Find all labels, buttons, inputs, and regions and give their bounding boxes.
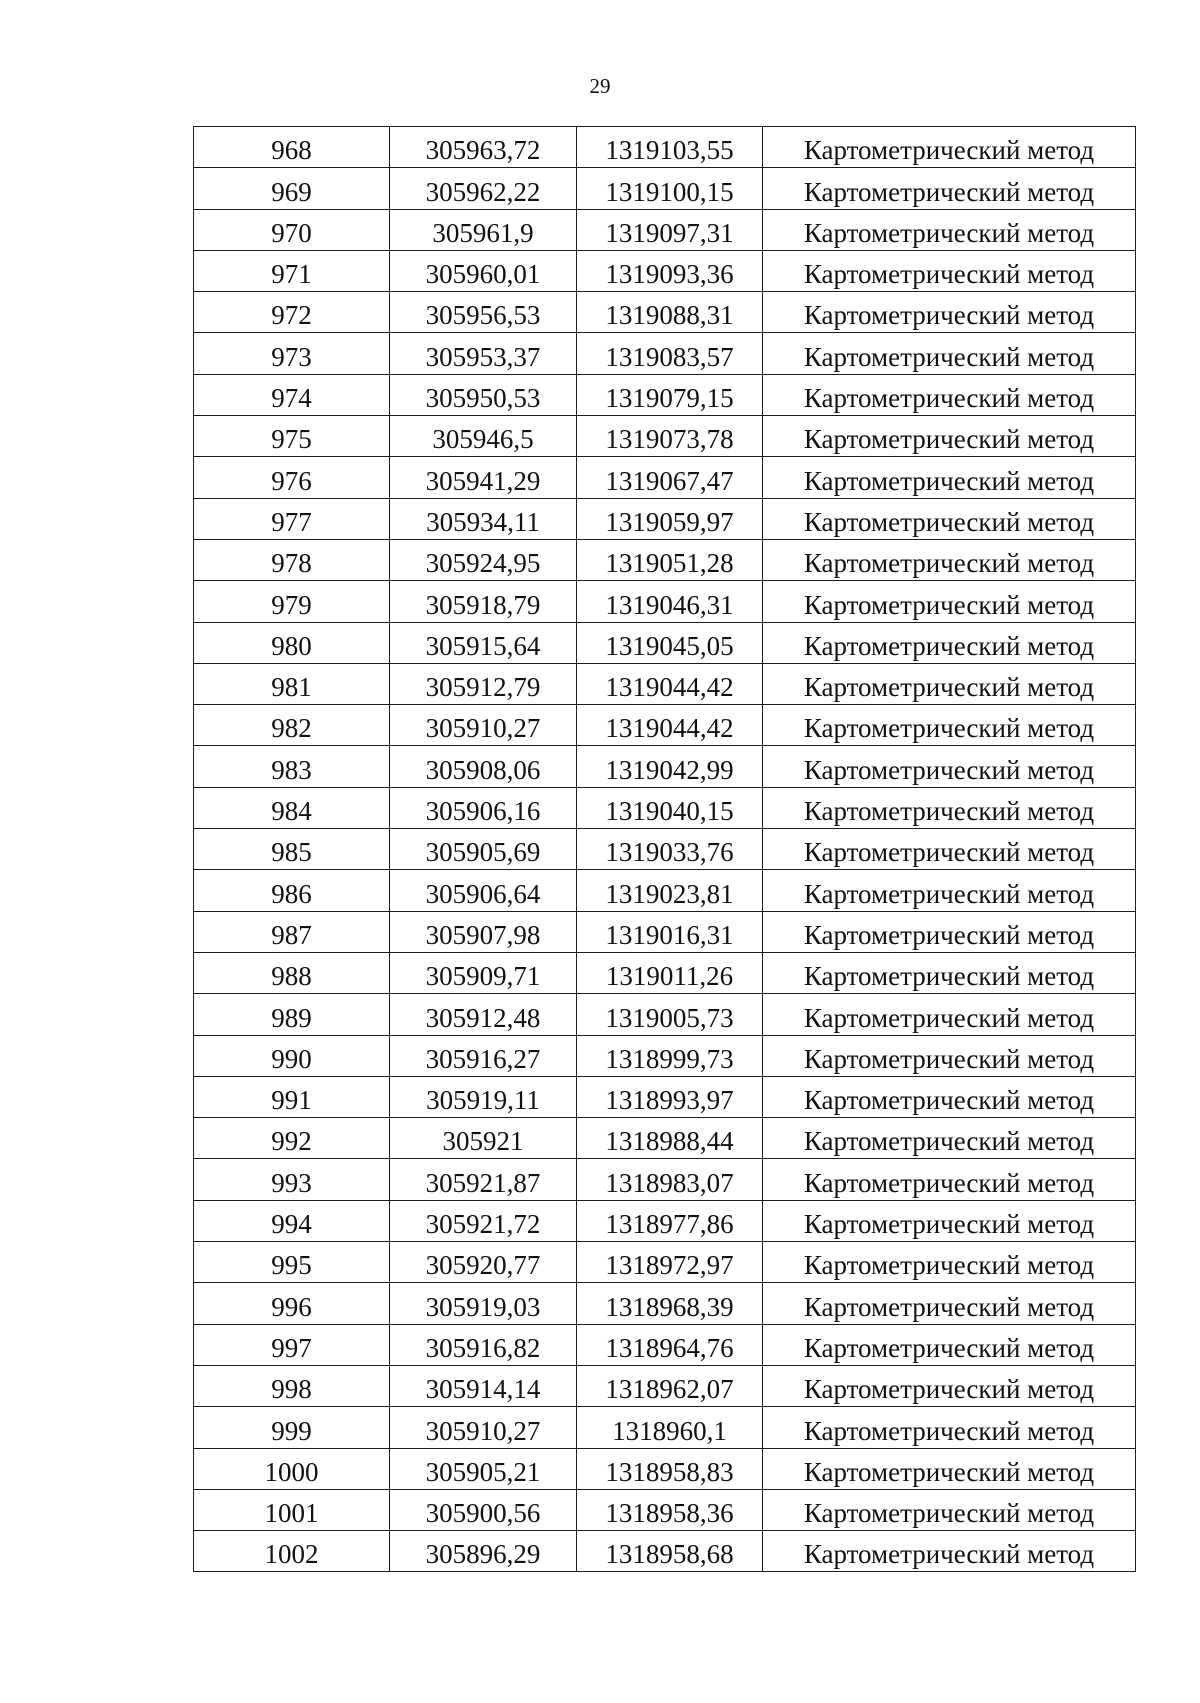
x-coordinate-cell: 305920,77 [390, 1242, 577, 1283]
point-number-cell: 974 [194, 374, 390, 415]
table-row [194, 1283, 1136, 1324]
method-cell: Картометрический метод [763, 1283, 1136, 1324]
table-row [194, 1242, 1136, 1283]
table-row [194, 1365, 1136, 1406]
y-coordinate-cell: 1319011,26 [577, 952, 763, 993]
table-row [194, 1531, 1136, 1572]
y-coordinate-cell: 1319093,36 [577, 250, 763, 291]
point-number-cell: 1001 [194, 1489, 390, 1530]
y-coordinate-cell: 1319040,15 [577, 787, 763, 828]
x-coordinate-cell: 305905,21 [390, 1448, 577, 1489]
x-coordinate-cell: 305896,29 [390, 1531, 577, 1572]
point-number-cell: 975 [194, 416, 390, 457]
y-coordinate-cell: 1319051,28 [577, 539, 763, 580]
method-cell: Картометрический метод [763, 581, 1136, 622]
x-coordinate-cell: 305910,27 [390, 1407, 577, 1448]
point-number-cell: 983 [194, 746, 390, 787]
y-coordinate-cell: 1318999,73 [577, 1035, 763, 1076]
point-number-cell: 989 [194, 994, 390, 1035]
method-cell: Картометрический метод [763, 127, 1136, 168]
y-coordinate-cell: 1319083,57 [577, 333, 763, 374]
table-row [194, 1076, 1136, 1117]
point-number-cell: 971 [194, 250, 390, 291]
table-row [194, 952, 1136, 993]
point-number-cell: 1002 [194, 1531, 390, 1572]
method-cell: Картометрический метод [763, 416, 1136, 457]
point-number-cell: 976 [194, 457, 390, 498]
point-number-cell: 980 [194, 622, 390, 663]
table-row [194, 622, 1136, 663]
method-cell: Картометрический метод [763, 1407, 1136, 1448]
table-row [194, 1407, 1136, 1448]
y-coordinate-cell: 1319103,55 [577, 127, 763, 168]
point-number-cell: 986 [194, 870, 390, 911]
method-cell: Картометрический метод [763, 622, 1136, 663]
point-number-cell: 970 [194, 209, 390, 250]
x-coordinate-cell: 305919,11 [390, 1076, 577, 1117]
x-coordinate-cell: 305915,64 [390, 622, 577, 663]
method-cell: Картометрический метод [763, 705, 1136, 746]
y-coordinate-cell: 1318988,44 [577, 1118, 763, 1159]
x-coordinate-cell: 305916,82 [390, 1324, 577, 1365]
point-number-cell: 985 [194, 829, 390, 870]
page-number: 29 [589, 74, 611, 98]
method-cell: Картометрический метод [763, 1242, 1136, 1283]
point-number-cell: 996 [194, 1283, 390, 1324]
x-coordinate-cell: 305910,27 [390, 705, 577, 746]
x-coordinate-cell: 305918,79 [390, 581, 577, 622]
x-coordinate-cell: 305912,48 [390, 994, 577, 1035]
method-cell: Картометрический метод [763, 1324, 1136, 1365]
x-coordinate-cell: 305921,87 [390, 1159, 577, 1200]
point-number-cell: 969 [194, 168, 390, 209]
table-row [194, 663, 1136, 704]
x-coordinate-cell: 305961,9 [390, 209, 577, 250]
y-coordinate-cell: 1319059,97 [577, 498, 763, 539]
y-coordinate-cell: 1318958,83 [577, 1448, 763, 1489]
table-row [194, 416, 1136, 457]
point-number-cell: 993 [194, 1159, 390, 1200]
table-row [194, 374, 1136, 415]
x-coordinate-cell: 305909,71 [390, 952, 577, 993]
table-row [194, 498, 1136, 539]
y-coordinate-cell: 1319073,78 [577, 416, 763, 457]
method-cell: Картометрический метод [763, 787, 1136, 828]
y-coordinate-cell: 1319045,05 [577, 622, 763, 663]
table-row [194, 705, 1136, 746]
x-coordinate-cell: 305963,72 [390, 127, 577, 168]
y-coordinate-cell: 1319033,76 [577, 829, 763, 870]
x-coordinate-cell: 305914,14 [390, 1365, 577, 1406]
y-coordinate-cell: 1319088,31 [577, 292, 763, 333]
table-row [194, 168, 1136, 209]
x-coordinate-cell: 305960,01 [390, 250, 577, 291]
method-cell: Картометрический метод [763, 292, 1136, 333]
method-cell: Картометрический метод [763, 1365, 1136, 1406]
point-number-cell: 999 [194, 1407, 390, 1448]
table-row [194, 539, 1136, 580]
method-cell: Картометрический метод [763, 168, 1136, 209]
point-number-cell: 988 [194, 952, 390, 993]
point-number-cell: 997 [194, 1324, 390, 1365]
x-coordinate-cell: 305916,27 [390, 1035, 577, 1076]
method-cell: Картометрический метод [763, 1159, 1136, 1200]
y-coordinate-cell: 1319023,81 [577, 870, 763, 911]
point-number-cell: 987 [194, 911, 390, 952]
x-coordinate-cell: 305908,06 [390, 746, 577, 787]
y-coordinate-cell: 1319097,31 [577, 209, 763, 250]
y-coordinate-cell: 1319100,15 [577, 168, 763, 209]
method-cell: Картометрический метод [763, 663, 1136, 704]
y-coordinate-cell: 1319044,42 [577, 663, 763, 704]
table-row [194, 994, 1136, 1035]
method-cell: Картометрический метод [763, 870, 1136, 911]
x-coordinate-cell: 305907,98 [390, 911, 577, 952]
y-coordinate-cell: 1318983,07 [577, 1159, 763, 1200]
x-coordinate-cell: 305946,5 [390, 416, 577, 457]
point-number-cell: 992 [194, 1118, 390, 1159]
method-cell: Картометрический метод [763, 911, 1136, 952]
point-number-cell: 977 [194, 498, 390, 539]
table-row [194, 746, 1136, 787]
method-cell: Картометрический метод [763, 1531, 1136, 1572]
table-row [194, 581, 1136, 622]
point-number-cell: 982 [194, 705, 390, 746]
x-coordinate-cell: 305905,69 [390, 829, 577, 870]
x-coordinate-cell: 305941,29 [390, 457, 577, 498]
table-row [194, 870, 1136, 911]
method-cell: Картометрический метод [763, 498, 1136, 539]
method-cell: Картометрический метод [763, 539, 1136, 580]
coordinates-table-body [194, 127, 1136, 1572]
y-coordinate-cell: 1318960,1 [577, 1407, 763, 1448]
point-number-cell: 1000 [194, 1448, 390, 1489]
point-number-cell: 991 [194, 1076, 390, 1117]
table-row [194, 1118, 1136, 1159]
point-number-cell: 978 [194, 539, 390, 580]
point-number-cell: 990 [194, 1035, 390, 1076]
table-row [194, 1489, 1136, 1530]
table-row [194, 333, 1136, 374]
method-cell: Картометрический метод [763, 1076, 1136, 1117]
x-coordinate-cell: 305953,37 [390, 333, 577, 374]
table-row [194, 1324, 1136, 1365]
y-coordinate-cell: 1318962,07 [577, 1365, 763, 1406]
table-row [194, 127, 1136, 168]
y-coordinate-cell: 1319016,31 [577, 911, 763, 952]
point-number-cell: 968 [194, 127, 390, 168]
method-cell: Картометрический метод [763, 1118, 1136, 1159]
table-row [194, 1035, 1136, 1076]
method-cell: Картометрический метод [763, 333, 1136, 374]
table-row [194, 1159, 1136, 1200]
point-number-cell: 995 [194, 1242, 390, 1283]
x-coordinate-cell: 305950,53 [390, 374, 577, 415]
method-cell: Картометрический метод [763, 952, 1136, 993]
x-coordinate-cell: 305934,11 [390, 498, 577, 539]
table-row [194, 829, 1136, 870]
table-row [194, 250, 1136, 291]
point-number-cell: 973 [194, 333, 390, 374]
method-cell: Картометрический метод [763, 1200, 1136, 1241]
y-coordinate-cell: 1319044,42 [577, 705, 763, 746]
method-cell: Картометрический метод [763, 829, 1136, 870]
x-coordinate-cell: 305906,16 [390, 787, 577, 828]
y-coordinate-cell: 1318964,76 [577, 1324, 763, 1365]
y-coordinate-cell: 1318968,39 [577, 1283, 763, 1324]
table-row [194, 292, 1136, 333]
point-number-cell: 981 [194, 663, 390, 704]
y-coordinate-cell: 1319005,73 [577, 994, 763, 1035]
x-coordinate-cell: 305900,56 [390, 1489, 577, 1530]
y-coordinate-cell: 1319067,47 [577, 457, 763, 498]
method-cell: Картометрический метод [763, 1489, 1136, 1530]
y-coordinate-cell: 1318958,36 [577, 1489, 763, 1530]
method-cell: Картометрический метод [763, 1035, 1136, 1076]
point-number-cell: 979 [194, 581, 390, 622]
table-row [194, 1200, 1136, 1241]
x-coordinate-cell: 305924,95 [390, 539, 577, 580]
point-number-cell: 994 [194, 1200, 390, 1241]
x-coordinate-cell: 305956,53 [390, 292, 577, 333]
method-cell: Картометрический метод [763, 994, 1136, 1035]
x-coordinate-cell: 305919,03 [390, 1283, 577, 1324]
y-coordinate-cell: 1319042,99 [577, 746, 763, 787]
table-row [194, 1448, 1136, 1489]
table-row [194, 209, 1136, 250]
x-coordinate-cell: 305962,22 [390, 168, 577, 209]
table-row [194, 787, 1136, 828]
x-coordinate-cell: 305921 [390, 1118, 577, 1159]
point-number-cell: 972 [194, 292, 390, 333]
method-cell: Картометрический метод [763, 374, 1136, 415]
method-cell: Картометрический метод [763, 209, 1136, 250]
y-coordinate-cell: 1319079,15 [577, 374, 763, 415]
table-row [194, 911, 1136, 952]
coordinates-table [193, 126, 1136, 1572]
point-number-cell: 984 [194, 787, 390, 828]
y-coordinate-cell: 1318972,97 [577, 1242, 763, 1283]
y-coordinate-cell: 1318958,68 [577, 1531, 763, 1572]
y-coordinate-cell: 1318993,97 [577, 1076, 763, 1117]
x-coordinate-cell: 305906,64 [390, 870, 577, 911]
x-coordinate-cell: 305921,72 [390, 1200, 577, 1241]
y-coordinate-cell: 1318977,86 [577, 1200, 763, 1241]
point-number-cell: 998 [194, 1365, 390, 1406]
method-cell: Картометрический метод [763, 746, 1136, 787]
method-cell: Картометрический метод [763, 457, 1136, 498]
table-row [194, 457, 1136, 498]
x-coordinate-cell: 305912,79 [390, 663, 577, 704]
method-cell: Картометрический метод [763, 1448, 1136, 1489]
method-cell: Картометрический метод [763, 250, 1136, 291]
y-coordinate-cell: 1319046,31 [577, 581, 763, 622]
